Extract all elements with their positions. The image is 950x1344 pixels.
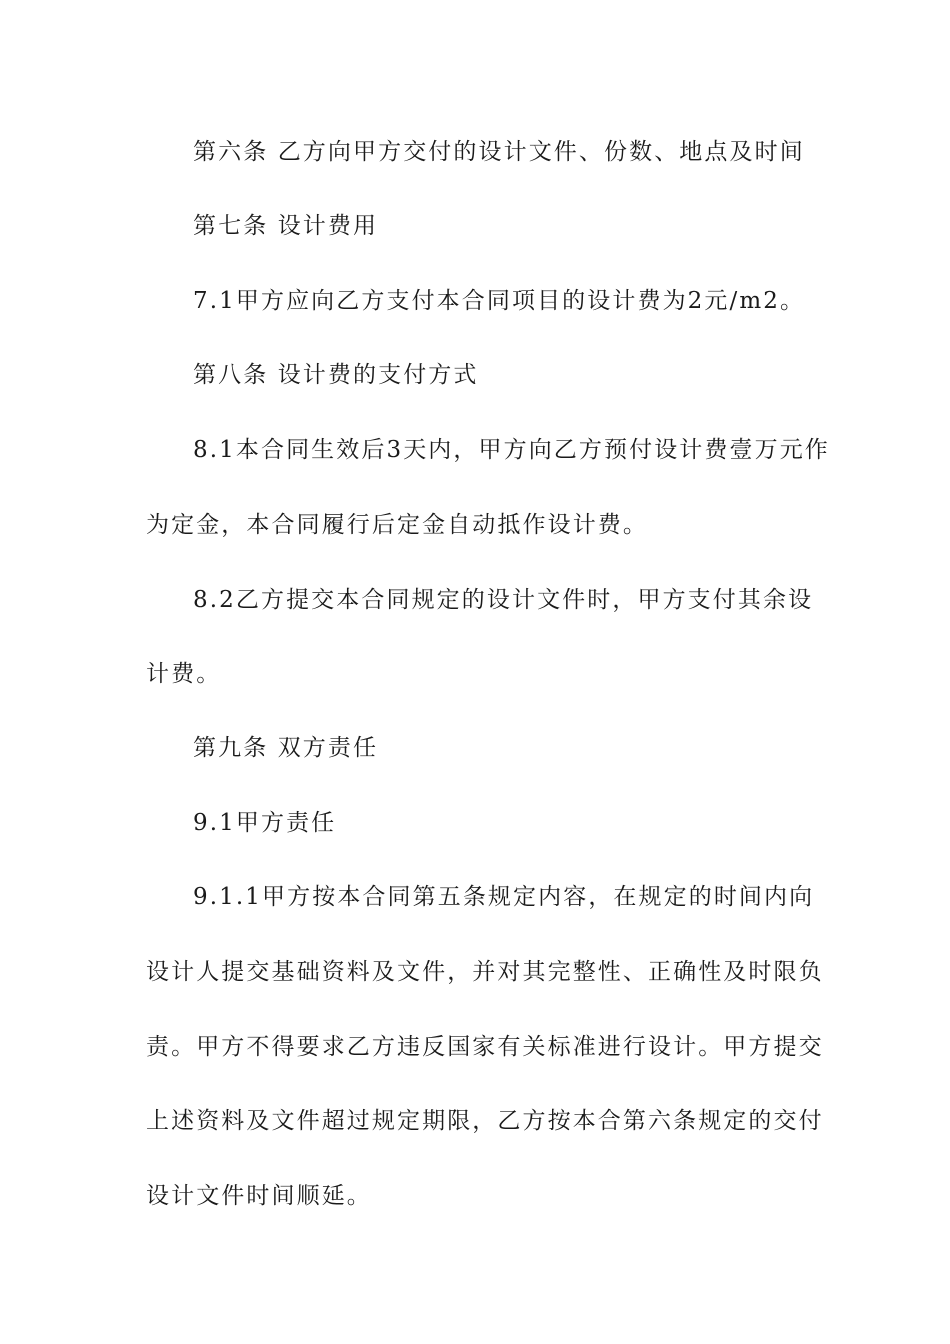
article-9-heading: 第九条 双方责任 xyxy=(193,735,379,761)
clause-9-1-1-line5: 设计文件时间顺延。 xyxy=(146,1183,372,1209)
clause-9-1-heading: 9.1甲方责任 xyxy=(193,810,337,836)
article-7-heading: 第七条 设计费用 xyxy=(193,213,379,239)
clause-9-1-1-line4: 上述资料及文件超过规定期限，乙方按本合第六条规定的交付 xyxy=(146,1108,824,1134)
clause-8-1-line1: 8.1本合同生效后3天内，甲方向乙方预付设计费壹万元作 xyxy=(193,437,830,463)
article-8-heading: 第八条 设计费的支付方式 xyxy=(193,362,479,388)
clause-7-1: 7.1甲方应向乙方支付本合同项目的设计费为2元/m2。 xyxy=(193,288,806,314)
clause-8-2-line2: 计费。 xyxy=(146,661,222,687)
clause-9-1-1-line1: 9.1.1甲方按本合同第五条规定内容，在规定的时间内向 xyxy=(193,884,815,910)
clause-9-1-1-line2: 设计人提交基础资料及文件，并对其完整性、正确性及时限负 xyxy=(146,959,824,985)
article-6-heading: 第六条 乙方向甲方交付的设计文件、份数、地点及时间 xyxy=(193,139,805,165)
clause-8-1-line2: 为定金，本合同履行后定金自动抵作设计费。 xyxy=(146,512,648,538)
clause-8-2-line1: 8.2乙方提交本合同规定的设计文件时，甲方支付其余设 xyxy=(193,587,814,613)
clause-9-1-1-line3: 责。甲方不得要求乙方违反国家有关标准进行设计。甲方提交 xyxy=(146,1034,824,1060)
